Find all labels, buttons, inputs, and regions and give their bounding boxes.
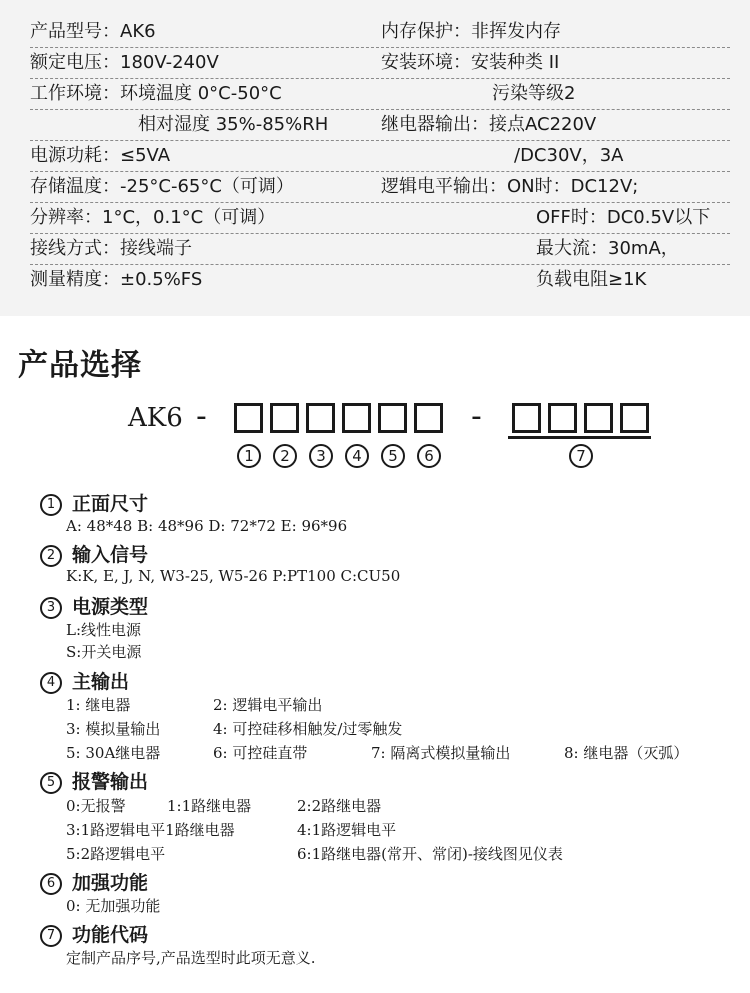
code-box-7c (584, 403, 613, 433)
marker-6: 6 (417, 444, 441, 468)
option-line: 1: 继电器 (66, 696, 131, 714)
spec-left: 相对湿度 35%-85%RH (138, 114, 329, 135)
code-box-4 (342, 403, 371, 433)
code-box-7a (512, 403, 541, 433)
section-heading (40, 667, 129, 694)
code-box-1 (234, 403, 263, 433)
section-title: 报警输出 (72, 771, 149, 793)
number-icon: 7 (40, 925, 62, 947)
section-title: 电源类型 (72, 596, 149, 618)
option-line: 5: 30A继电器 (66, 744, 161, 762)
section-title: 加强功能 (72, 872, 149, 894)
spec-row (30, 234, 730, 265)
number-icon: 6 (40, 873, 62, 895)
marker-1: 1 (237, 444, 261, 468)
code-box-2 (270, 403, 299, 433)
marker-3: 3 (309, 444, 333, 468)
option-line: 1:1路继电器 (167, 797, 252, 815)
code-box-7d (620, 403, 649, 433)
code-box-6 (414, 403, 443, 433)
section-heading (40, 489, 148, 516)
spec-table (0, 0, 750, 316)
option-line: 3: 模拟量输出 (66, 720, 161, 738)
section-heading (40, 592, 148, 619)
spec-row (30, 110, 730, 141)
spec-row (30, 48, 730, 79)
spec-row (30, 265, 730, 296)
spec-left: 测量精度：±0.5%FS (30, 269, 203, 290)
option-line: L:线性电源 (66, 621, 142, 639)
section-title: 功能代码 (72, 924, 149, 946)
spec-left: 额定电压：180V-240V (30, 52, 219, 73)
spec-left: 接线方式：接线端子 (30, 238, 192, 259)
spec-row (30, 172, 730, 203)
spec-left: 工作环境：环境温度 0°C-50°C (30, 83, 282, 104)
marker-5: 5 (381, 444, 405, 468)
code-box-5 (378, 403, 407, 433)
number-icon: 1 (40, 494, 62, 516)
marker-7: 7 (569, 444, 593, 468)
marker-2: 2 (273, 444, 297, 468)
spec-row (30, 17, 730, 48)
spec-left: 产品型号：AK6 (30, 21, 156, 42)
spec-left: 存储温度：-25°C-65°C（可调） (30, 176, 294, 197)
spec-right: OFF时：DC0.5V以下 (536, 207, 711, 228)
code-underline (508, 436, 651, 439)
spec-right: 内存保护：非挥发内存 (381, 21, 561, 42)
spec-row (30, 203, 730, 234)
option-line: A: 48*48 B: 48*96 D: 72*72 E: 96*96 (66, 517, 348, 535)
spec-row (30, 79, 730, 110)
option-line: 0: 无加强功能 (66, 897, 161, 915)
option-line: 6: 可控硅直带 (213, 744, 308, 762)
spec-right: 逻辑电平输出：ON时：DC12V; (381, 176, 639, 197)
option-line: 4:1路逻辑电平 (297, 821, 397, 839)
spec-right: 污染等级2 (492, 83, 576, 104)
spec-left: 分辨率：1°C，0.1°C（可调） (30, 207, 276, 228)
option-line: 7: 隔离式模拟量输出 (371, 744, 511, 762)
option-line: S:开关电源 (66, 643, 142, 661)
number-icon: 5 (40, 772, 62, 794)
section-title: 主输出 (72, 671, 130, 693)
section-heading (40, 540, 148, 567)
option-line: 定制产品序号,产品选型时此项无意义. (66, 949, 316, 967)
option-line: K:K, E, J, N, W3-25, W5-26 P:PT100 C:CU50 (66, 567, 401, 585)
section-heading (40, 767, 148, 794)
spec-right: 负载电阻≥1K (536, 269, 647, 290)
option-line: 2:2路继电器 (297, 797, 382, 815)
code-box-3 (306, 403, 335, 433)
option-line: 8: 继电器（灭弧） (564, 744, 689, 762)
model-dash: - (196, 399, 207, 434)
option-line: 4: 可控硅移相触发/过零触发 (213, 720, 403, 738)
option-line: 6:1路继电器(常开、常闭)-接线图见仪表 (297, 845, 563, 863)
number-icon: 2 (40, 545, 62, 567)
model-dash: - (471, 399, 482, 434)
page-title: 产品选择 (18, 348, 142, 383)
spec-right: /DC30V，3A (514, 145, 624, 166)
option-line: 0:无报警 (66, 797, 126, 815)
option-line: 2: 逻辑电平输出 (213, 696, 323, 714)
section-heading (40, 868, 148, 895)
marker-4: 4 (345, 444, 369, 468)
spec-left: 电源功耗：≤5VA (30, 145, 171, 166)
section-title: 正面尺寸 (72, 493, 149, 515)
section-heading (40, 920, 148, 947)
spec-row (30, 141, 730, 172)
spec-right: 最大流：30mA， (536, 238, 679, 259)
option-line: 5:2路逻辑电平 (66, 845, 166, 863)
model-prefix: AK6 (128, 403, 183, 433)
section-title: 输入信号 (72, 544, 149, 566)
spec-right: 安装环境：安装种类 II (381, 52, 560, 73)
number-icon: 4 (40, 672, 62, 694)
number-icon: 3 (40, 597, 62, 619)
option-line: 3:1路逻辑电平1路继电器 (66, 821, 235, 839)
spec-right: 继电器输出：接点AC220V (381, 114, 597, 135)
code-box-7b (548, 403, 577, 433)
